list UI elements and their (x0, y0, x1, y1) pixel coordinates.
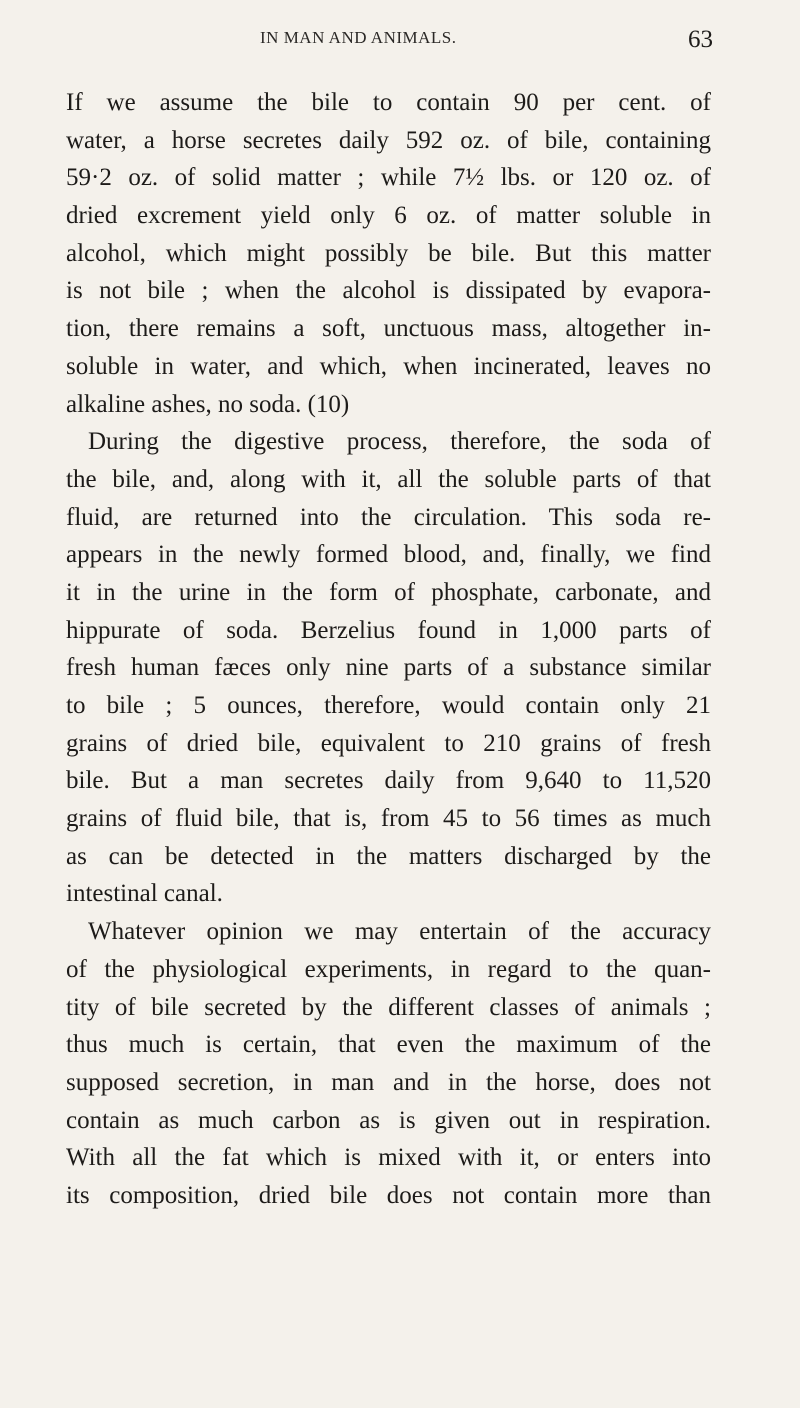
text-line: of the physiological experiments, in regard to the quan- (66, 955, 711, 983)
text-line: 59·2 oz. of solid matter ; while 7½ lbs. or 120 oz. of (66, 164, 711, 192)
text-line: contain as much carbon as is given out in respiration. (66, 1106, 711, 1134)
text-line: alcohol, which might possibly be bile. But this matter (66, 239, 711, 267)
running-head: IN MAN AND ANIMALS. (260, 28, 457, 47)
text-line: thus much is certain, that even the maximum of the (66, 1031, 711, 1059)
text-line: is not bile ; when the alcohol is dissipated by evapora- (66, 277, 711, 305)
body-text (66, 84, 711, 1215)
text-line: tity of bile secreted by the different classes of animals ; (66, 993, 711, 1021)
text-line: fresh human fæces only nine parts of a substance similar (66, 654, 711, 682)
text-line: to bile ; 5 ounces, therefore, would contain only 21 (66, 692, 711, 719)
text-line: During the digestive process, therefore, the soda of (88, 428, 711, 456)
page-number: 63 (688, 26, 713, 53)
text-line: its composition, dried bile does not contain more than (66, 1181, 711, 1209)
text-line: water, a horse secretes daily 592 oz. of bile, containing (66, 126, 711, 154)
text-line: tion, there remains a soft, unctuous mass, altogether in- (66, 315, 711, 343)
text-line: hippurate of soda. Berzelius found in 1,000 parts of (66, 616, 711, 644)
text-line: alkaline ashes, no soda. (10) (66, 390, 350, 418)
text-line: the bile, and, along with it, all the soluble parts of that (66, 465, 711, 493)
text-line: intestinal canal. (66, 880, 223, 908)
text-line: grains of fluid bile, that is, from 45 to 56 times as much (66, 805, 711, 833)
text-line: supposed secretion, in man and in the horse, does not (66, 1068, 711, 1096)
text-line: dried excrement yield only 6 oz. of matter soluble in (66, 202, 711, 230)
text-line: as can be detected in the matters discharged by the (66, 842, 711, 870)
text-line: appears in the newly formed blood, and, finally, we find (66, 541, 711, 569)
text-line: If we assume the bile to contain 90 per cent. of (66, 89, 711, 116)
text-line: soluble in water, and which, when incinerated, leaves no (66, 352, 711, 380)
text-line: grains of dried bile, equivalent to 210 grains of fresh (66, 729, 711, 757)
text-line: bile. But a man secretes daily from 9,640 to 11,520 (66, 767, 711, 795)
text-line: fluid, are returned into the circulation. This soda re- (66, 503, 711, 531)
text-line: it in the urine in the form of phosphate, carbonate, and (66, 578, 711, 606)
text-line: With all the fat which is mixed with it, or enters into (66, 1144, 711, 1172)
text-line: Whatever opinion we may entertain of the accuracy (88, 918, 711, 946)
